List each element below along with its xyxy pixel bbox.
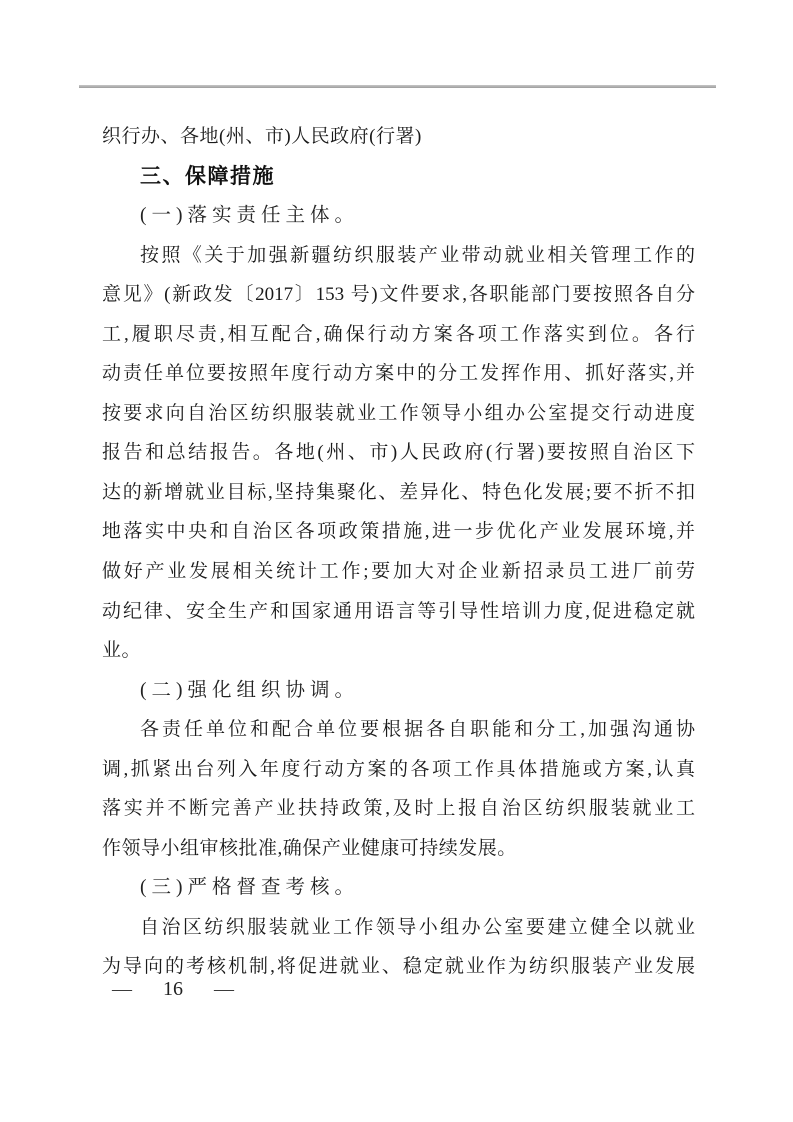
subsection-heading-3: (三)严格督查考核。: [140, 877, 359, 899]
subsection-heading-2: (二)强化组织协调。: [140, 679, 359, 701]
page-footer: [112, 976, 234, 1002]
paragraph-line: 落实并不断完善产业扶持政策,及时上报自治区纺织服装就业工: [102, 798, 695, 820]
header-rule: [79, 85, 716, 88]
paragraph-line: 动纪律、安全生产和国家通用语言等引导性培训力度,促进稳定就: [102, 600, 695, 622]
subsection-heading-1: (一)落实责任主体。: [140, 205, 359, 227]
footer-dash-right: —: [214, 978, 234, 1000]
paragraph-line: 动责任单位要按照年度行动方案中的分工发挥作用、抓好落实,并: [102, 363, 695, 385]
text-content: [102, 117, 695, 987]
section-heading: 三、保障措施: [140, 164, 275, 188]
paragraph-line: 按照《关于加强新疆纺织服装产业带动就业相关管理工作的: [140, 244, 695, 266]
paragraph-line: 达的新增就业目标,坚持集聚化、差异化、特色化发展;要不折不扣: [102, 481, 695, 503]
footer-dash-left: —: [112, 978, 132, 1000]
paragraph-line: 自治区纺织服装就业工作领导小组办公室要建立健全以就业: [140, 916, 695, 938]
paragraph-line: 地落实中央和自治区各项政策措施,进一步优化产业发展环境,并: [102, 521, 695, 543]
paragraph-line: 按要求向自治区纺织服装就业工作领导小组办公室提交行动进度: [102, 402, 695, 424]
paragraph-line: 调,抓紧出台列入年度行动方案的各项工作具体措施或方案,认真: [102, 758, 695, 780]
paragraph-line: 做好产业发展相关统计工作;要加大对企业新招录员工进厂前劳: [102, 561, 695, 583]
paragraph-line: 报告和总结报告。各地(州、市)人民政府(行署)要按照自治区下: [102, 442, 695, 464]
paragraph-last-line: 业。: [102, 640, 142, 662]
paragraph-line: 各责任单位和配合单位要根据各自职能和分工,加强沟通协: [140, 719, 695, 741]
paragraph-line: 意见》(新政发〔2017〕153 号)文件要求,各职能部门要按照各自分: [102, 284, 695, 306]
paragraph-line: 为导向的考核机制,将促进就业、稳定就业作为纺织服装产业发展: [102, 956, 695, 978]
page-number: 16: [163, 978, 183, 1000]
paragraph-last-line: 作领导小组审核批准,确保产业健康可持续发展。: [102, 837, 517, 859]
paragraph-line: 工,履职尽责,相互配合,确保行动方案各项工作落实到位。各行: [102, 323, 695, 345]
continuation-line: 织行办、各地(州、市)人民政府(行署): [102, 126, 422, 147]
